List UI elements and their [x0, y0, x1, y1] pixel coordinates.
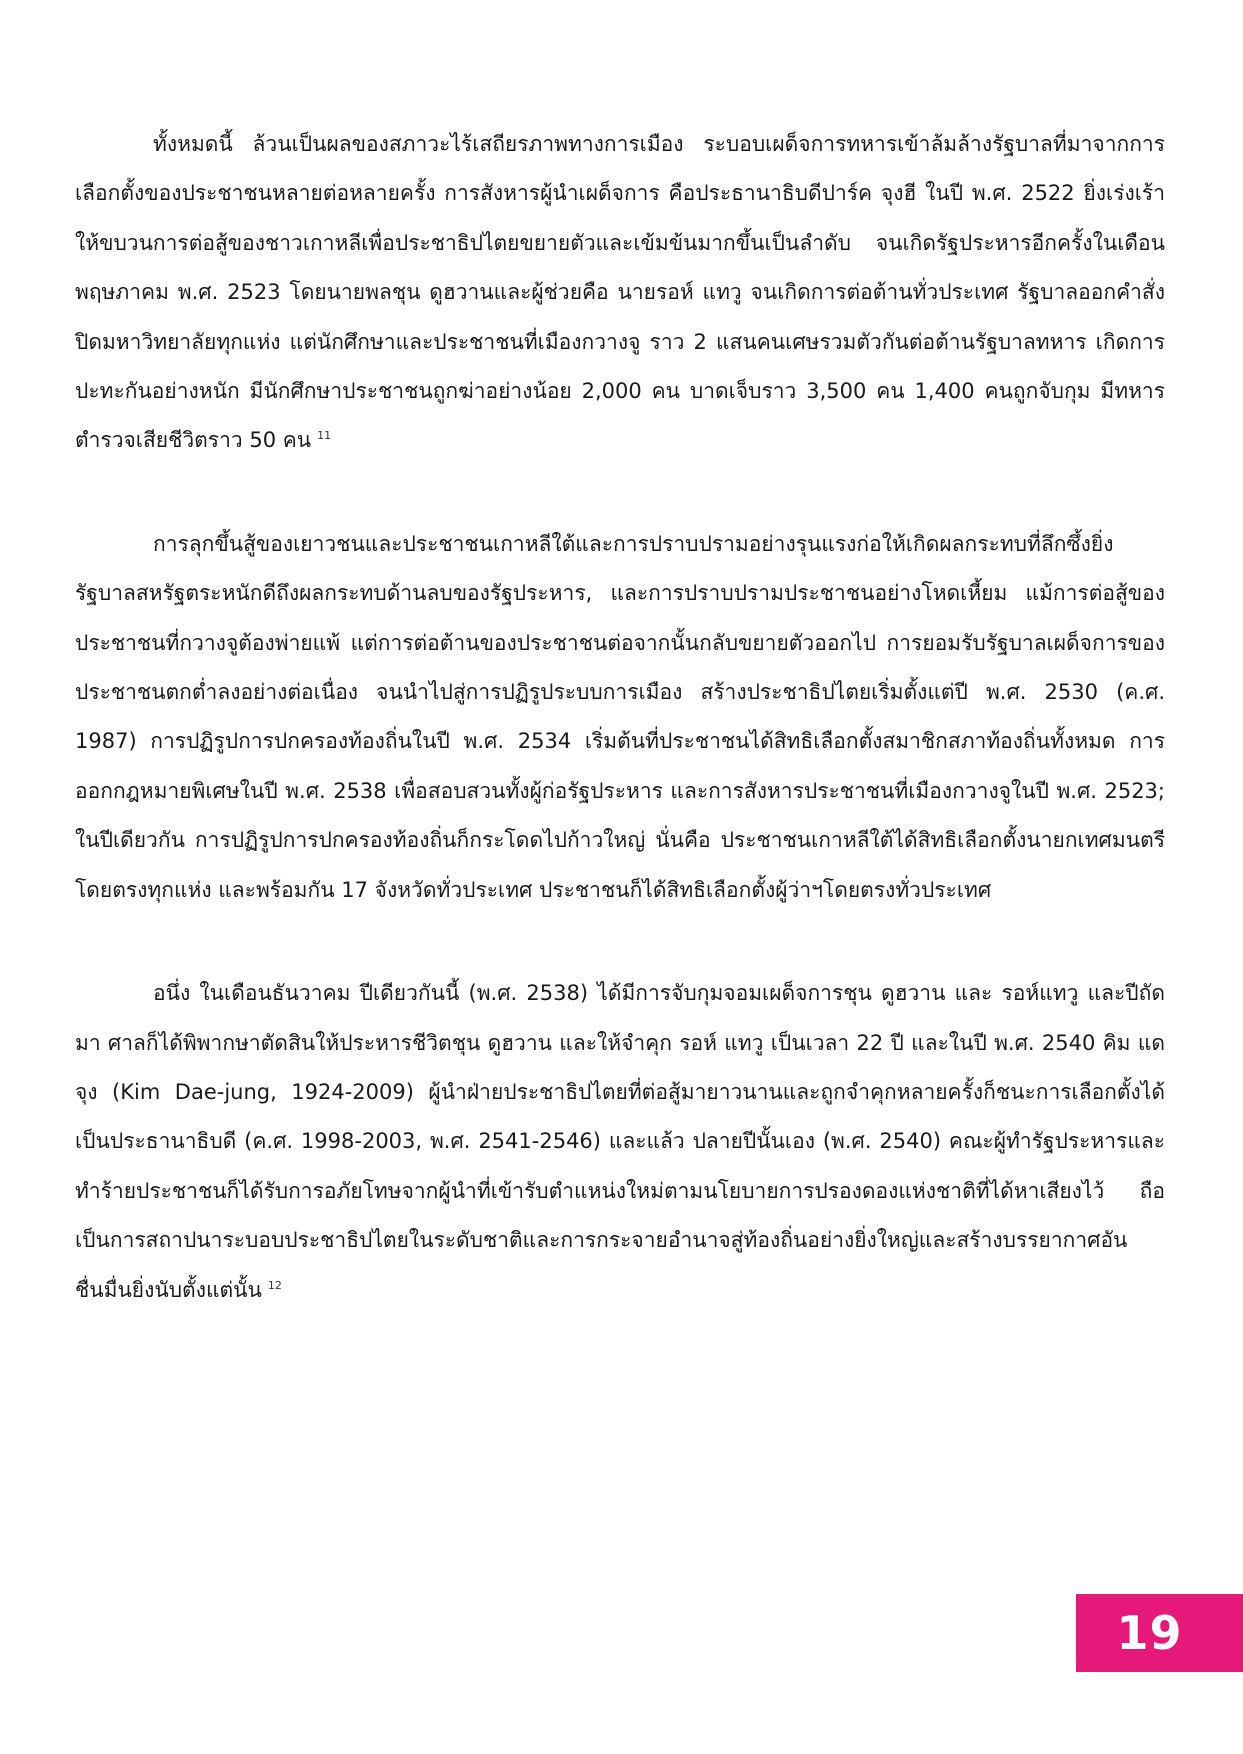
- footnote-ref-11: 11: [317, 429, 332, 443]
- paragraph-2: [75, 520, 1165, 915]
- paragraph-1-text: ทั้งหมดนี้ ล้วนเป็นผลของสภาวะไร้เสถียรภาพทางการเมือง ระบอบเผด็จการทหารเข้าล้มล้างรัฐบาลที่มาจากการเลือกตั้งของประชาชนหลายต่อหลายครั้ง การสังหารผู้นำเผด็จการ คือประธานาธิบดีปาร์ค จุงฮี ในปี พ.ศ. 2522 ยิ่งเร่งเร้าให้ขบวนการต่อสู้ของชาวเกาหลีเพื่อประชาธิปไตยขยายตัวและเข้มข้นมากขึ้นเป็นลำดับ จนเกิดรัฐประหารอีกครั้งในเดือนพฤษภาคม พ.ศ. 2523 โดยนายพลชุน ดูฮวานและผู้ช่วยคือ นายรอห์ แทวู จนเกิดการต่อต้านทั่วประเทศ รัฐบาลออกคำสั่งปิดมหาวิทยาลัยทุกแห่ง แต่นักศึกษาและประชาชนที่เมืองกวางจู ราว 2 แสนคนเศษรวมตัวกันต่อต้านรัฐบาลทหาร เกิดการปะทะกันอย่างหนัก มีนักศึกษาประชาชนถูกฆ่าอย่างน้อย 2,000 คน บาดเจ็บราว 3,500 คน 1,400 คนถูกจับกุม มีทหารตำรวจเสียชีวิตราว 50 คน: [75, 132, 1165, 453]
- paragraph-2-text: การลุกขึ้นสู้ของเยาวชนและประชาชนเกาหลีใต้และการปราบปรามอย่างรุนแรงก่อให้เกิดผลกระทบที่ลึกซึ้งยิ่ง รัฐบาลสหรัฐตระหนักดีถึงผลกระทบด้านลบของรัฐประหาร, และการปราบปรามประชาชนอย่างโหดเหี้ยม แม้การต่อสู้ของประชาชนที่กวางจูต้องพ่ายแพ้ แต่การต่อต้านของประชาชนต่อจากนั้นกลับขยายตัวออกไป การยอมรับรัฐบาลเผด็จการของประชาชนตกต่ำลงอย่างต่อเนื่อง จนนำไปสู่การปฏิรูประบบการเมือง สร้างประชาธิปไตยเริ่มตั้งแต่ปี พ.ศ. 2530 (ค.ศ. 1987) การปฏิรูปการปกครองท้องถิ่นในปี พ.ศ. 2534 เริ่มต้นที่ประชาชนได้สิทธิเลือกตั้งสมาชิกสภาท้องถิ่นทั้งหมด การออกกฎหมายพิเศษในปี พ.ศ. 2538 เพื่อสอบสวนทั้งผู้ก่อรัฐประหาร และการสังหารประชาชนที่เมืองกวางจูในปี พ.ศ. 2523; ในปีเดียวกัน การปฏิรูปการปกครองท้องถิ่นก็กระโดดไปก้าวใหญ่ นั่นคือ ประชาชนเกาหลีใต้ได้สิทธิเลือกตั้งนายกเทศมนตรีโดยตรงทุกแห่ง และพร้อมกัน 17 จังหวัดทั่วประเทศ ประชาชนก็ได้สิทธิเลือกตั้งผู้ว่าฯโดยตรงทั่วประเทศ: [75, 531, 1165, 902]
- body-text: [75, 120, 1165, 1315]
- paragraph-1: [75, 120, 1165, 466]
- footnote-ref-12: 12: [267, 1278, 282, 1292]
- page-number: 19: [1116, 1606, 1183, 1660]
- paragraph-3: [75, 969, 1165, 1315]
- paragraph-3-text: อนึ่ง ในเดือนธันวาคม ปีเดียวกันนี้ (พ.ศ. 2538) ได้มีการจับกุมจอมเผด็จการชุน ดูฮวาน และ รอห์แทวู และปีถัดมา ศาลก็ได้พิพากษาตัดสินให้ประหารชีวิตชุน ดูฮวาน และให้จำคุก รอห์ แทวู เป็นเวลา 22 ปี และในปี พ.ศ. 2540 คิม แดจุง (Kim Dae-jung, 1924-2009) ผู้นำฝ่ายประชาธิปไตยที่ต่อสู้มายาวนานและถูกจำคุกหลายครั้งก็ชนะการเลือกตั้งได้เป็นประธานาธิบดี (ค.ศ. 1998-2003, พ.ศ. 2541-2546) และแล้ว ปลายปีนั้นเอง (พ.ศ. 2540) คณะผู้ทำรัฐประหารและทำร้ายประชาชนก็ได้รับการอภัยโทษจากผู้นำที่เข้ารับตำแหน่งใหม่ตามนโยบายการปรองดองแห่งชาติที่ได้หาเสียงไว้ ถือเป็นการสถาปนาระบอบประชาธิปไตยในระดับชาติและการกระจายอำนาจสู่ท้องถิ่นอย่างยิ่งใหญ่และสร้างบรรยากาศอันชื่นมื่นยิ่งนับตั้งแต่นั้น: [75, 981, 1165, 1302]
- page-number-badge: [1076, 1594, 1243, 1672]
